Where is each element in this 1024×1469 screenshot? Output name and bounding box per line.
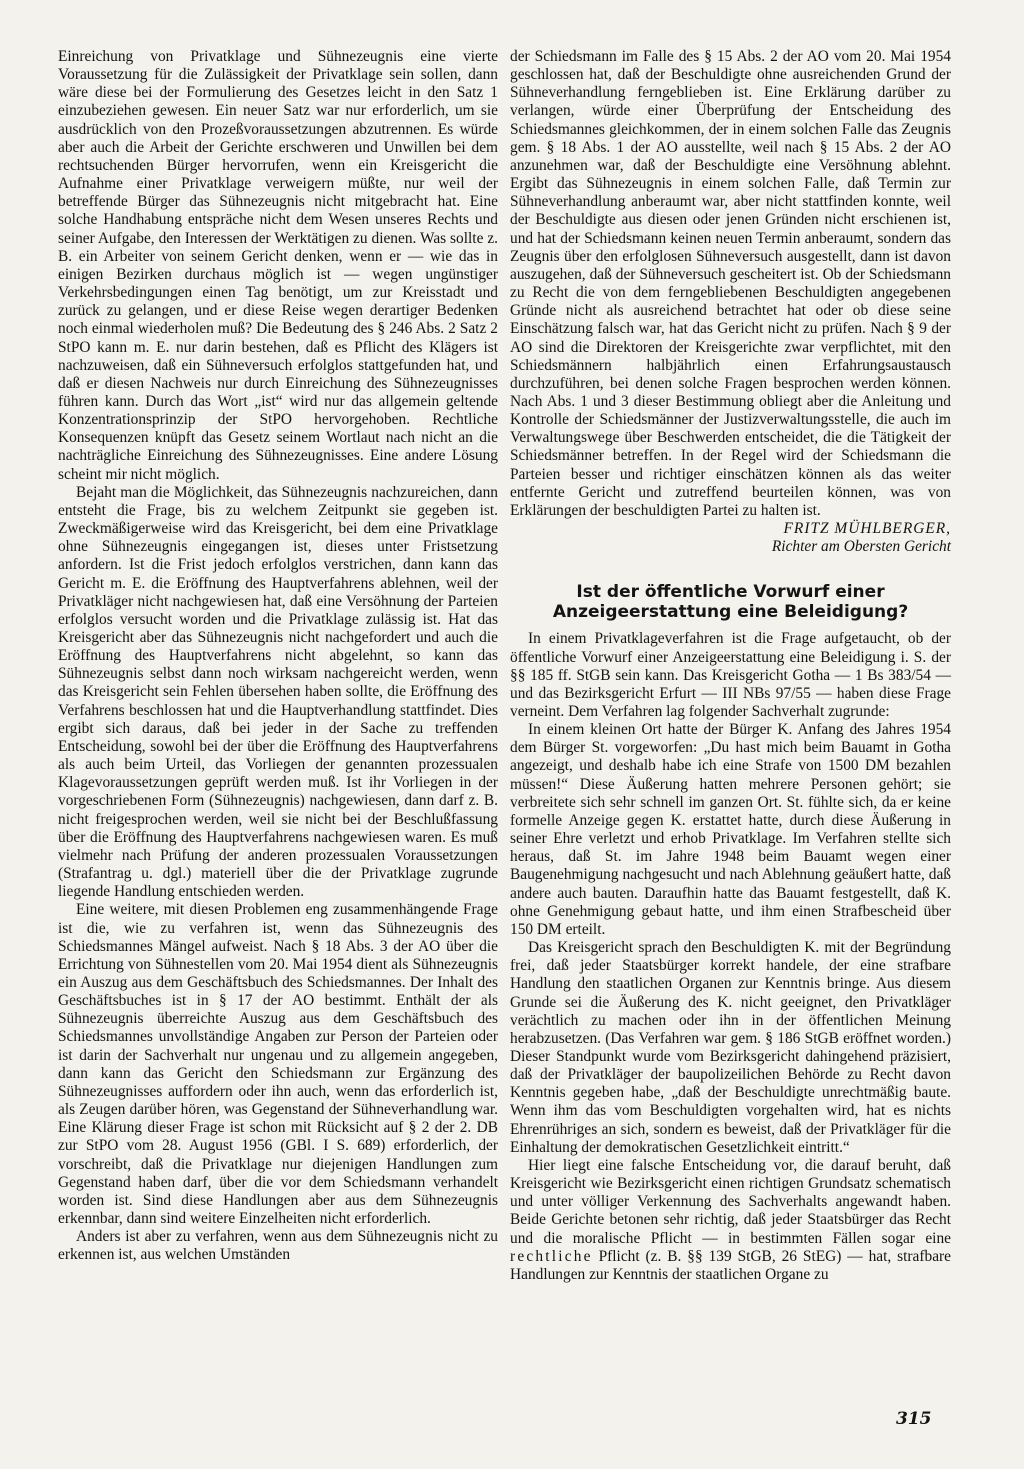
page-number: 315 <box>896 1409 932 1429</box>
article-heading <box>510 582 951 622</box>
text-run: Hier liegt eine falsche Entscheidung vor, die darauf beruht, daß Kreisgericht wie Bezirksgericht einen richtigen Grundsatz schematisch und unter völliger Verkennung des Sachverhalts angewandt haben. Beide Gerichte betonen sehr richtig, daß jeder Staatsbürger das Recht und die moralische Pflicht — in bestimmten Fällen sogar eine <box>510 1156 951 1247</box>
paragraph: Einreichung von Privatklage und Sühnezeugnis eine vierte Voraussetzung für die Zulässigkeit der Privatklage sein sollen, dann wäre diese bei der Formulierung des Gesetzes leicht in den Satz 1 einzubeziehen gewesen. Ein neuer Satz war nur erforderlich, um sie ausdrücklich von den Prozeßvoraussetzungen abzutrennen. Es würde aber auch die Arbeit der Gerichte erschweren und Unwillen bei dem rechtsuchenden Bürger hervorrufen, wenn ein Kreisgericht die Aufnahme einer Privatklage verweigern müßte, nur weil der betreffende Bürger das Sühnezeugnis nicht mitgebracht hat. Eine solche Handhabung entspräche nicht dem Wesen unseres Rechts und seiner Aufgabe, den Interessen der Werktätigen zu dienen. Was sollte z. B. ein Arbeiter von seinem Gericht denken, wenn er — wie das in einigen Bezirken durchaus möglich ist — wegen ungünstiger Verkehrsbedingungen einen Tag benötigt, um zur Kreisstadt und zurück zu gelangen, und er diese Reise wegen derartiger Bedenken noch einmal wiederholen muß? Die Bedeutung des § 246 Abs. 2 Satz 2 StPO kann m. E. nur darin bestehen, daß es Pflicht des Klägers ist nachzuweisen, daß ein Sühneversuch erfolglos stattgefunden hat, und daß er diesen Nachweis nur durch Einreichung des Sühnezeugnisses führen kann. Durch das Wort „ist“ wird nur das allgemein geltende Konzentrationsprinzip der StPO hervorgehoben. Rechtliche Konsequenzen knüpft das Gesetz seinem Wortlaut nach nicht an die nachträgliche Einreichung des Sühnezeugnisses. Eine andere Lösung scheint mir nicht möglich. <box>58 48 498 483</box>
author-name: FRITZ MÜHLBERGER, <box>783 520 951 538</box>
paragraph <box>510 1157 951 1284</box>
paragraph: Das Kreisgericht sprach den Beschuldigten K. mit der Begründung frei, daß jeder Staatsbürger korrekt handele, der eine strafbare Handlung den staatlichen Organen zur Kenntnis bringe. Aus diesem Grunde sei die Äußerung des K. nicht geeignet, den Privatkläger verächtlich zu machen oder ihn in der öffentlichen Meinung herabzusetzen. (Das Verfahren war gem. § 186 StGB eröffnet worden.) Dieser Standpunkt wurde vom Bezirksgericht dahingehend präzisiert, daß der Privatkläger der baupolizeilichen Behörde zu Recht davon Kenntnis gegeben habe, „daß der Beschuldigte unrechtmäßig baute. Wenn ihm das vom Beschuldigten vorgehalten wird, hat es nichts Ehrenrühriges an sich, sondern es beweist, daß der Privatkläger für die Einhaltung der demokratischen Gesetzlichkeit eintritt.“ <box>510 939 951 1156</box>
paragraph: In einem Privatklageverfahren ist die Frage aufgetaucht, ob der öffentliche Vorwurf einer Anzeigeerstattung eine Beleidigung i. S. der §§ 185 ff. StGB sein kann. Das Kreisgericht Gotha — 1 Bs 383/54 — und das Bezirksgericht Erfurt — III NBs 97/55 — haben diese Frage verneint. Dem Verfahren lag folgender Sachverhalt zugrunde: <box>510 630 951 720</box>
author-title: Richter am Obersten Gericht <box>771 538 951 556</box>
left-column <box>58 48 498 1264</box>
paragraph: Bejaht man die Möglichkeit, das Sühnezeugnis nachzureichen, dann entsteht die Frage, bis zu welchem Zeitpunkt sie gegeben ist. Zweckmäßigerweise wird das Kreisgericht, bei dem eine Privatklage ohne Sühnezeugnis eingegangen ist, dieses unter Fristsetzung anfordern. Ist die Frist jedoch erfolglos verstrichen, dann kann das Gericht m. E. die Eröffnung des Hauptverfahrens ablehnen, weil der Privatkläger nicht nachgewiesen hat, daß eine Versöhnung der Parteien erfolglos versucht worden und die Privatklage zulässig ist. Hat das Kreisgericht aber das Sühnezeugnis nicht nachgefordert und auch die Eröffnung des Hauptverfahrens nicht abgelehnt, so kann das Sühnezeugnis selbst dann noch wirksam nachgereicht werden, wenn das Kreisgericht sein Fehlen übersehen haben sollte, die Eröffnung des Verfahrens beschlossen hat und die Hauptverhandlung stattfindet. Dies ergibt sich daraus, daß bei jeder in der Sache zu treffenden Entscheidung, sowohl bei der über die Eröffnung des Hauptverfahrens als auch beim Urteil, das Vorliegen der genannten prozessualen Klagevoraussetzungen geprüft werden muß. Ist ihr Vorliegen in der vorgeschriebenen Form (Sühnezeugnis) nachgewiesen, dann darf z. B. nicht freigesprochen werden, weil sie nicht bei der Beschlußfassung über die Eröffnung des Hauptverfahrens nachgewiesen waren. Es muß vielmehr nach Prüfung der anderen prozessualen Voraussetzungen (Strafantrag u. dgl.) materiell über die der Privatklage zugrunde liegende Handlung entschieden werden. <box>58 483 498 901</box>
text-run: Pflicht (z. B. §§ 139 StGB, 26 StEG) — hat, strafbare Handlungen zur Kenntnis der staatlichen Organe zu <box>510 1247 951 1283</box>
emphasized-word: rechtliche <box>510 1247 593 1265</box>
paragraph: In einem kleinen Ort hatte der Bürger K. Anfang des Jahres 1954 dem Bürger St. vorgeworfen: „Du hast mich beim Bauamt in Gotha angezeigt, und deshalb habe ich eine Strafe von 1500 DM bezahlen müssen!“ Diese Äußerung hatten mehrere Personen gehört; sie verbreitete sich sehr schnell im ganzen Ort. St. fühlte sich, da er keine formelle Anzeige gegen K. erstattet hatte, durch diese Äußerung in seiner Ehre verletzt und erhob Privatklage. Im Verfahren stellte sich heraus, daß St. im Jahre 1948 beim Bauamt wegen einer Baugenehmigung nachgesucht und nach Ablehnung geäußert hatte, daß andere auch bauten. Daraufhin hatte das Bauamt festgestellt, daß K. ohne Genehmigung gebaut hatte, und ihm einen Strafbescheid über 150 DM erteilt. <box>510 721 951 938</box>
heading-line: Anzeigeerstattung eine Beleidigung? <box>552 602 909 623</box>
paragraph: Eine weitere, mit diesen Problemen eng zusammenhängende Frage ist die, wie zu verfahren ist, wenn das Sühnezeugnis des Schiedsmannes Mängel aufweist. Nach § 18 Abs. 3 der AO über die Errichtung von Sühnestellen vom 20. Mai 1954 dient als Sühnezeugnis ein Auszug aus dem Geschäftsbuch des Schiedsmannes. Der Inhalt des Geschäftsbuches ist in § 17 der AO bestimmt. Enthält der als Sühnezeugnis überreichte Auszug aus dem Geschäftsbuch des Schiedsmannes unvollständige Angaben zur Person der Parteien oder ist darin der Sachverhalt nur ungenau und zu allgemein angegeben, dann kann das Gericht den Schiedsmann zur Ergänzung des Sühnezeugnisses auffordern oder ihn auch, wenn das erforderlich ist, als Zeugen darüber hören, was Gegenstand der Sühneverhandlung war. Eine Klärung dieser Frage ist schon mit Rücksicht auf § 2 der 2. DB zur StPO vom 28. August 1956 (GBl. I S. 689) erforderlich, der vorschreibt, daß die Privatklage nur diejenigen Handlungen zum Gegenstand haben darf, über die vor dem Schiedsmann verhandelt worden ist. Sind diese Handlungen aber aus dem Sühnezeugnis erkennbar, dann sind weitere Einzelheiten nicht erforderlich. <box>58 901 498 1227</box>
right-column <box>510 48 951 1284</box>
paragraph: der Schiedsmann im Falle des § 15 Abs. 2 der AO vom 20. Mai 1954 geschlossen hat, daß der Beschuldigte ohne ausreichenden Grund der Sühneverhandlung ferngeblieben ist. Eine Erklärung darüber zu verlangen, würde einer Überprüfung der Entscheidung des Schiedsmannes gleichkommen, der in einem solchen Falle das Zeugnis gem. § 18 Abs. 1 der AO ausstellte, weil nach § 15 Abs. 2 der AO anzunehmen war, daß der Beschuldigte eine Versöhnung ablehnt. Ergibt das Sühnezeugnis in einem solchen Falle, daß Termin zur Sühneverhandlung anberaumt war, aber nicht stattfinden konnte, weil der Beschuldigte aus diesen oder jenen Gründen nicht erschienen ist, und hat der Schiedsmann keinen neuen Termin anberaumt, sondern das Zeugnis über den erfolglosen Sühneversuch ausgestellt, dann ist davon auszugehen, daß der Sühneversuch gescheitert ist. Ob der Schiedsmann zu Recht die von dem ferngebliebenen Beschuldigten angegebenen Gründe nicht als ausreichend betrachtet hat oder ob diese seine Einschätzung falsch war, hat das Gericht nicht zu prüfen. Nach § 9 der AO sind die Direktoren der Kreisgerichte zwar verpflichtet, mit den Schiedsmännern halbjährlich einen Erfahrungsaustausch durchzuführen, bei denen solche Fragen besprochen werden können. Nach Abs. 1 und 3 dieser Bestimmung obliegt aber die Anleitung und Kontrolle der Schiedsmänner der Justizverwaltungsstelle, die auch im Verwaltungswege über Beschwerden entscheidet, die die Tätigkeit der Schiedsmänner betreffen. In der Regel wird der Schiedsmann die Parteien besser und richtiger einschätzen können als das weiter entfernte Gericht und zutreffend beurteilen können, was von Erklärungen der beschuldigten Partei zu halten ist. <box>510 48 951 519</box>
paragraph: Anders ist aber zu verfahren, wenn aus dem Sühnezeugnis nicht zu erkennen ist, aus welchen Umständen <box>58 1228 498 1264</box>
heading-line: Ist der öffentliche Vorwurf einer <box>576 582 885 603</box>
